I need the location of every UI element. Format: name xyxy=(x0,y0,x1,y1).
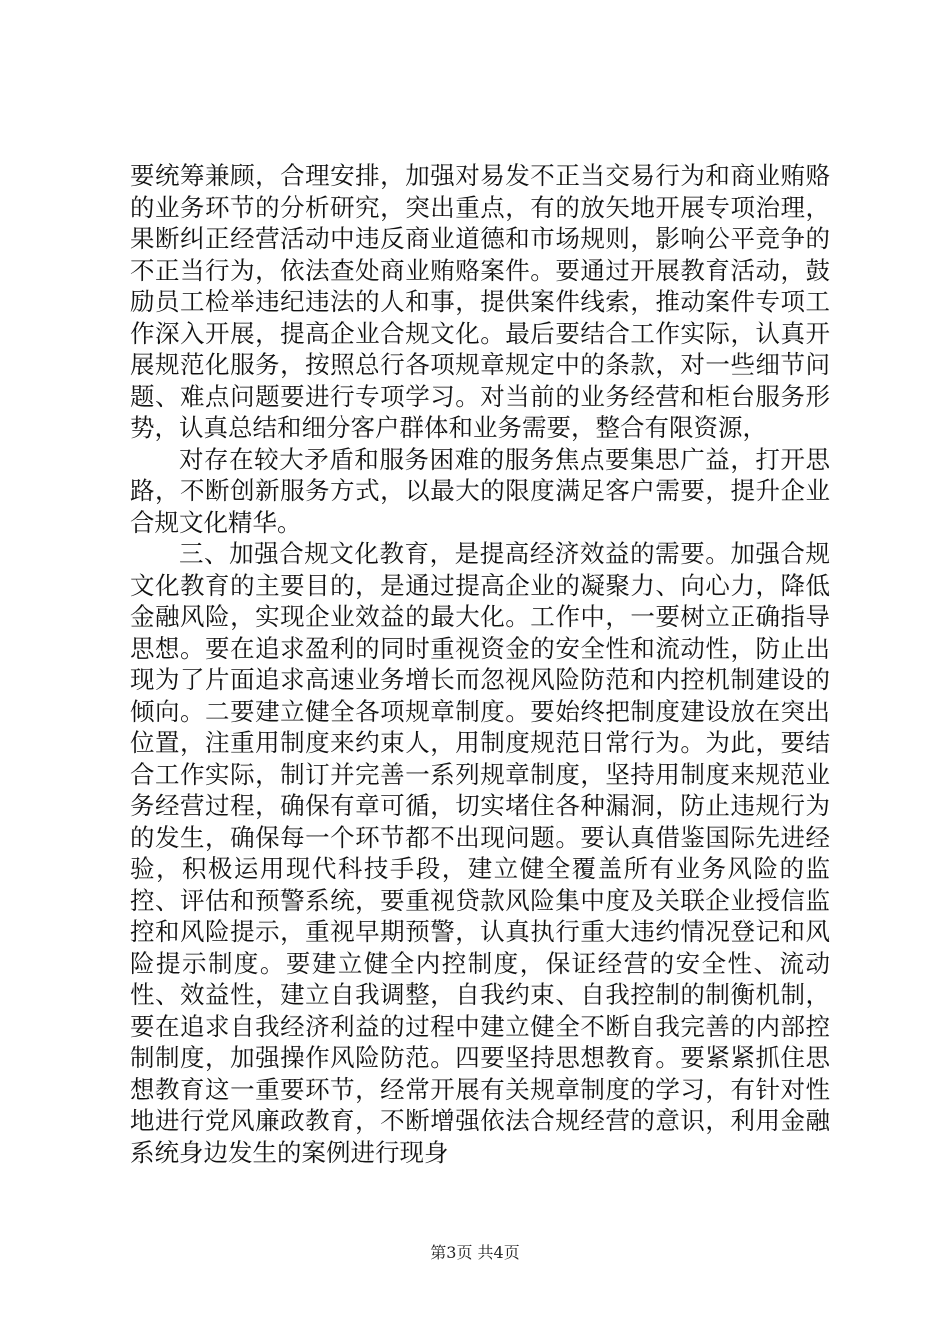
paragraph-continuation: 要统筹兼顾，合理安排，加强对易发不正当交易行为和商业贿赂的业务环节的分析研究，突出重点，有的放矢地开展专项治理，果断纠正经营活动中违反商业道德和市场规则，影响公平竞争的不正当行为，依法查处商业贿赂案件。要通过开展教育活动，鼓励员工检举违纪违法的人和事，提供案件线索，推动案件专项工作深入开展，提高企业合规文化。最后要结合工作实际，认真开展规范化服务，按照总行各项规章规定中的条款，对一些细节问题、难点问题要进行专项学习。对当前的业务经营和柜台服务形势，认真总结和细分客户群体和业务需要，整合有限资源， xyxy=(130,161,830,442)
paragraph-compliance-education: 三、加强合规文化教育，是提高经济效益的需要。加强合规文化教育的主要目的，是通过提高企业的凝聚力、向心力，降低金融风险，实现企业效益的最大化。工作中，一要树立正确指导思想。要在追求盈利的同时重视资金的安全性和流动性，防止出现为了片面追求高速业务增长而忽视风险防范和内控机制建设的倾向。二要建立健全各项规章制度。要始终把制度建设放在突出位置，注重用制度来约束人，用制度规范日常行为。为此，要结合工作实际，制订并完善一系列规章制度，坚持用制度来规范业务经营过程，确保有章可循，切实堵住各种漏洞，防止违规行为的发生，确保每一个环节都不出现问题。要认真借鉴国际先进经验，积极运用现代科技手段，建立健全覆盖所有业务风险的监控、评估和预警系统，要重视贷款风险集中度及关联企业授信监控和风险提示，重视早期预警，认真执行重大违约情况登记和风险提示制度。要建立健全内控制度，保证经营的安全性、流动性、效益性，建立自我调整，自我约束、自我控制的制衡机制，要在追求自我经济利益的过程中建立健全不断自我完善的内部控制制度，加强操作风险防范。四要坚持思想教育。要紧紧抓住思想教育这一重要环节，经常开展有关规章制度的学习，有针对性地进行党风廉政教育，不断增强依法合规经营的意识，利用金融系统身边发生的案例进行现身 xyxy=(130,539,830,1167)
paragraph-service-focus: 对存在较大矛盾和服务困难的服务焦点要集思广益，打开思路，不断创新服务方式，以最大的限度满足客户需要，提升企业合规文化精华。 xyxy=(130,444,830,537)
page-footer: 第3页 共4页 xyxy=(430,1243,520,1262)
document-body xyxy=(130,160,830,1168)
